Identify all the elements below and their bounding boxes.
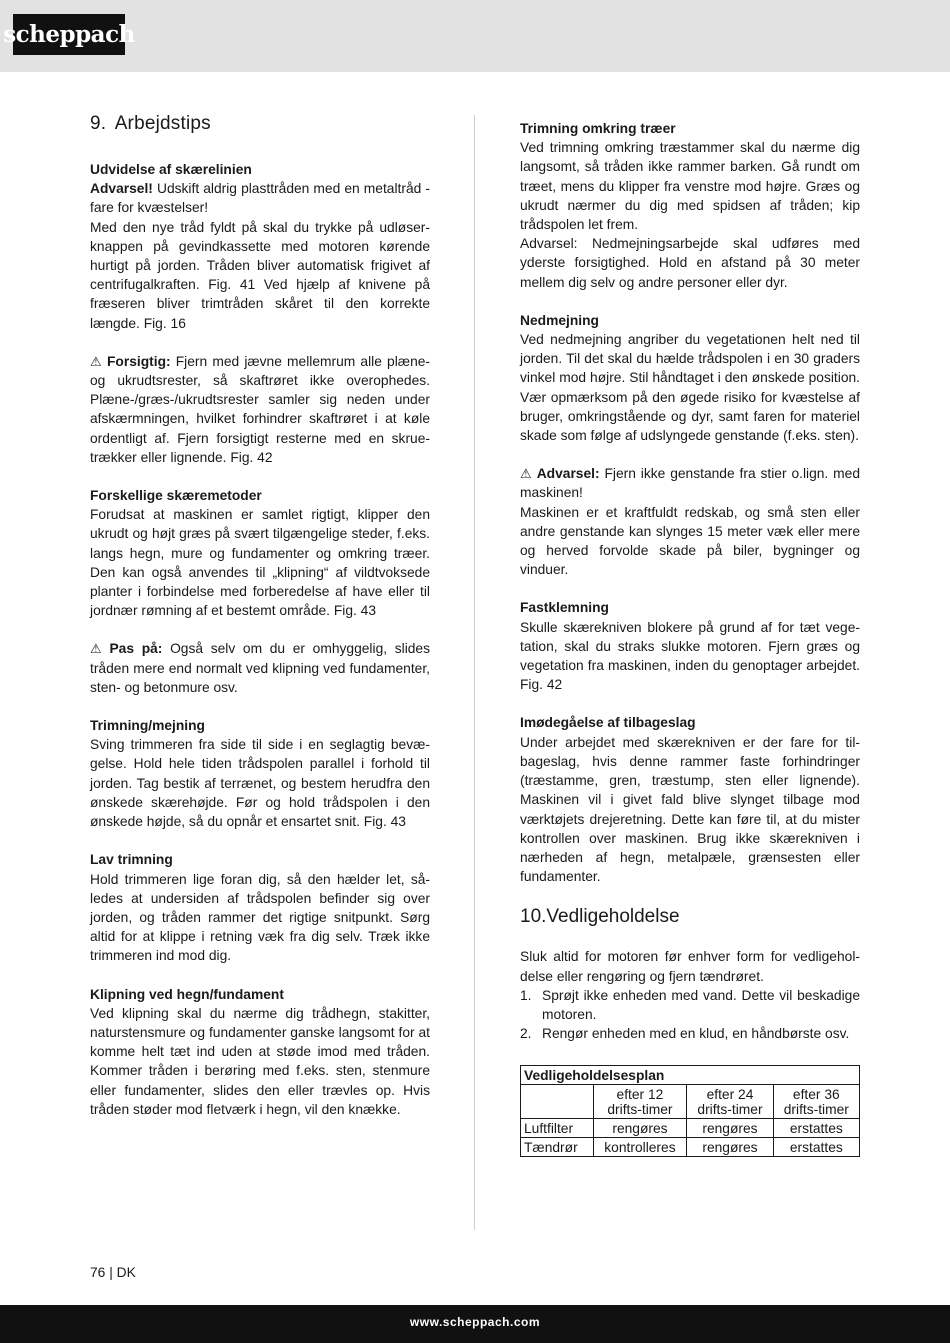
- paragraph: Skulle skærekniven blokere på grund af for tæt vegetation, skal du straks slukke motoren. Fjern græs og vegetation fra maskinen, inden du genoptager arbejdet. Fig. 42: [520, 619, 860, 693]
- warning-text: Fjern ikke genstande fra stier o.lign. med maskinen!: [520, 466, 860, 501]
- warning-label: Pas på:: [109, 641, 163, 657]
- warning-label: Advarsel!: [90, 181, 153, 197]
- paragraph: Hold trimmeren lige foran dig, så den hælder let, således at undersiden af trådspolen befinder sig over jorden, og tråden rammer det rigtige snitpunkt. Sørg altid for at klippe i retning væk fra dig selv. Træk ikke trimmeren ind mod dig.: [90, 871, 430, 964]
- table-title: Vedligeholdelsesplan: [521, 1066, 860, 1085]
- subheading: Klipning ved hegn/fundament: [90, 986, 284, 1002]
- table-cell: Tændrør: [521, 1138, 594, 1157]
- scheppach-logo: scheppach: [13, 14, 125, 55]
- table-cell: Luftfilter: [521, 1119, 594, 1138]
- section-heading-9: [90, 112, 430, 136]
- right-column: [520, 119, 860, 1157]
- section-low-trimming: [90, 850, 430, 965]
- subheading: Fastklemning: [520, 600, 609, 616]
- warning-text: Også selv om du er omhyggelig, slides tråden mere end normalt ved klipning ved fundamenter, sten- og betonmure osv.: [90, 641, 431, 695]
- table-header-cell: [521, 1085, 594, 1119]
- subheading: Imødegåelse af tilbageslag: [520, 715, 696, 731]
- header-line: drifts-timer: [697, 1102, 763, 1118]
- paragraph: [90, 179, 430, 217]
- header-line: efter 24: [706, 1087, 754, 1103]
- page-header: [0, 0, 950, 72]
- subheading: Lav trimning: [90, 852, 173, 868]
- list-item: [520, 1024, 860, 1043]
- heading-number: 9.: [90, 113, 107, 134]
- section-jamming: [520, 598, 860, 694]
- subheading: Trimning omkring træer: [520, 121, 676, 136]
- heading-text: Vedligeholdelse: [546, 906, 680, 928]
- heading-number: 10.: [520, 906, 547, 928]
- section-trimming: [90, 716, 430, 831]
- subheading: Udvidelse af skærelinien: [90, 162, 252, 177]
- warning-label: Forsigtig:: [106, 353, 171, 369]
- section-tree-trimming: [520, 119, 860, 292]
- table-cell: erstattes: [773, 1138, 859, 1157]
- paragraph: Maskinen er et kraftfuldt redskab, og små sten eller andre genstande kan slynges 15 meter væk eller mere og herved forvolde skade på biler, bygninger og vinduer.: [520, 504, 860, 578]
- paragraph: Advarsel: Nedmejningsarbejde skal udføres med yderste forsigtighed. Hold en afstand på 30 meter mellem dig selv og andre personer eller dyr.: [520, 236, 860, 290]
- table-header-cell: [593, 1085, 687, 1119]
- subheading: Forskellige skæremetoder: [90, 488, 262, 504]
- paragraph: Ved trimning omkring træstammer skal du nærme dig langsomt, så tråden ikke rammer barken. Gå rundt om træet, mens du klipper fra venstre mod højre. Græs og ukrudt nærmer du dig med spidsen af tråden; kip trådspolen let frem.: [520, 140, 860, 233]
- maintenance-plan-table: [520, 1065, 860, 1157]
- page-number: 76 | DK: [90, 1265, 136, 1280]
- table-header-cell: [773, 1085, 859, 1119]
- table-cell: erstattes: [773, 1119, 859, 1138]
- warning-text: Udskift aldrig plasttråden med en metaltråd - fare for kvæstelser!: [90, 181, 430, 216]
- table-cell: kontrolleres: [593, 1138, 687, 1157]
- paragraph: Ved nedmejning angriber du vegetationen helt ned til jorden. Til det skal du hælde trådspolen i en 30 graders vinkel mod højre. Stil håndtaget i den ønskede position. Vær opmærksom på den øgede risiko for kvæstelse af bruger, omkringstående og dyr, samt faren for materiel skade som følge af udslyngede genstande (f.eks. sten).: [520, 332, 860, 444]
- warning-triangle-icon: ⚠: [520, 466, 533, 482]
- table-row: [521, 1119, 860, 1138]
- list-number: 1.: [520, 987, 532, 1003]
- subheading: Nedmejning: [520, 312, 599, 328]
- left-column: [90, 112, 430, 1138]
- section-mowing: [520, 311, 860, 445]
- table-header-cell: [687, 1085, 773, 1119]
- section-cutting-line: [90, 160, 430, 333]
- warning-triangle-icon: ⚠: [90, 641, 106, 657]
- warning-text: Fjern med jævne mellemrum alle plæne- og ukrudtsrester, så skaftrøret ikke overophedes. Plæne-/græs-/ukrudtsrester samler sig neden under afskærmningen, hvilket forhindrer skaftrøret i at køle ordentligt af. Fjern forsigtigt resterne med en skruetrækker eller lignende. Fig. 42: [90, 353, 431, 465]
- table-cell: rengøres: [687, 1119, 773, 1138]
- section-kickback: [520, 713, 860, 886]
- warning-label: Advarsel:: [536, 466, 600, 482]
- maintenance-list: [520, 986, 860, 1044]
- column-divider: [474, 115, 475, 1230]
- website-link[interactable]: www.scheppach.com: [409, 1315, 540, 1329]
- heading-text: Arbejdstips: [114, 113, 211, 134]
- section-notice: [90, 639, 430, 697]
- header-line: drifts-timer: [607, 1102, 673, 1118]
- paragraph: [90, 639, 430, 697]
- page-footer: [0, 1305, 950, 1343]
- header-line: efter 12: [616, 1087, 664, 1103]
- paragraph: Under arbejdet med skærekniven er der fare for tilbageslag, hvis denne rammer faste forhindringer (træstamme, gren, træstump, sten eller lignende). Maskinen vil i givet fald blive slynget tilbage mod værktøjets drejeretning. Dette kan føre til, at du mister kontrollen over maskinen. Brug ikke skærekniven i nærheden af hegn, metalpæle, grænsesten eller fundamenter.: [520, 734, 860, 885]
- paragraph: Sving trimmeren fra side til side i en seglagtig bevægelse. Hold hele tiden trådspolen parallel i forhold til jorden. Tag bestik af terrænet, og bestem herudfra den ønskede skærehøjde. Før og hold trådspolen i den ønskede højde, så du opnår et ensartet snit. Fig. 43: [90, 737, 430, 830]
- table-cell: rengøres: [687, 1138, 773, 1157]
- header-line: drifts-timer: [783, 1102, 849, 1118]
- table-cell: rengøres: [593, 1119, 687, 1138]
- section-fence-cutting: [90, 985, 430, 1119]
- section-heading-10: [520, 905, 860, 929]
- paragraph: [520, 464, 860, 502]
- paragraph: [90, 352, 430, 467]
- paragraph: Ved klipning skal du nærme dig trådhegn, stakitter, naturstensmure og fundamenter ganske langsomt for at komme helt tæt ind uden at støde imod med tråden. Kommer tråden i berøring med f.eks. sten, stenmure eller fundamenter, slides den eller trævles op. Hvis tråden støder mod fletværk i hegn, vil den knække.: [90, 1005, 430, 1117]
- list-text: Sprøjt ikke enheden med vand. Dette vil beskadige motoren.: [542, 987, 860, 1022]
- subheading: Trimning/mejning: [90, 718, 205, 734]
- language-code: DK: [116, 1265, 136, 1280]
- list-item: [520, 986, 860, 1024]
- list-number: 2.: [520, 1026, 532, 1042]
- paragraph: Sluk altid for motoren før enhver form for vedligeholdelse eller rengøring og fjern tændrøret.: [520, 949, 860, 984]
- paragraph: Forudsat at maskinen er samlet rigtigt, klipper den ukrudt og højt græs på svært tilgængelige steder, f.eks. langs hegn, mure og fundamenter og omkring træer. Den kan også anvendes til „klipning“ af vildtvoksede planter i forbindelse med forberedelse af have eller til jordnær rømning af et bestemt område. Fig. 43: [90, 507, 430, 619]
- warning-triangle-icon: ⚠: [90, 353, 103, 369]
- section-cutting-methods: [90, 486, 430, 620]
- section-caution: [90, 352, 430, 467]
- list-text: Rengør enheden med en klud, en håndbørste osv.: [542, 1026, 850, 1042]
- page-number-value: 76: [90, 1265, 106, 1280]
- paragraph: Med den nye tråd fyldt på skal du trykke på udløserknappen på gevindkassette med motoren kørende hurtigt på jorden. Tråden bliver automatisk frigivet af centrifugalkraften. Fig. 41 Ved hjælp af knivene på fræseren bliver trimtråden skåret til den korrekte længde. Fig. 16: [90, 219, 430, 331]
- section-warning-objects: [520, 464, 860, 579]
- table-row: [521, 1138, 860, 1157]
- header-line: efter 36: [792, 1087, 840, 1103]
- table-header-row: [521, 1085, 860, 1119]
